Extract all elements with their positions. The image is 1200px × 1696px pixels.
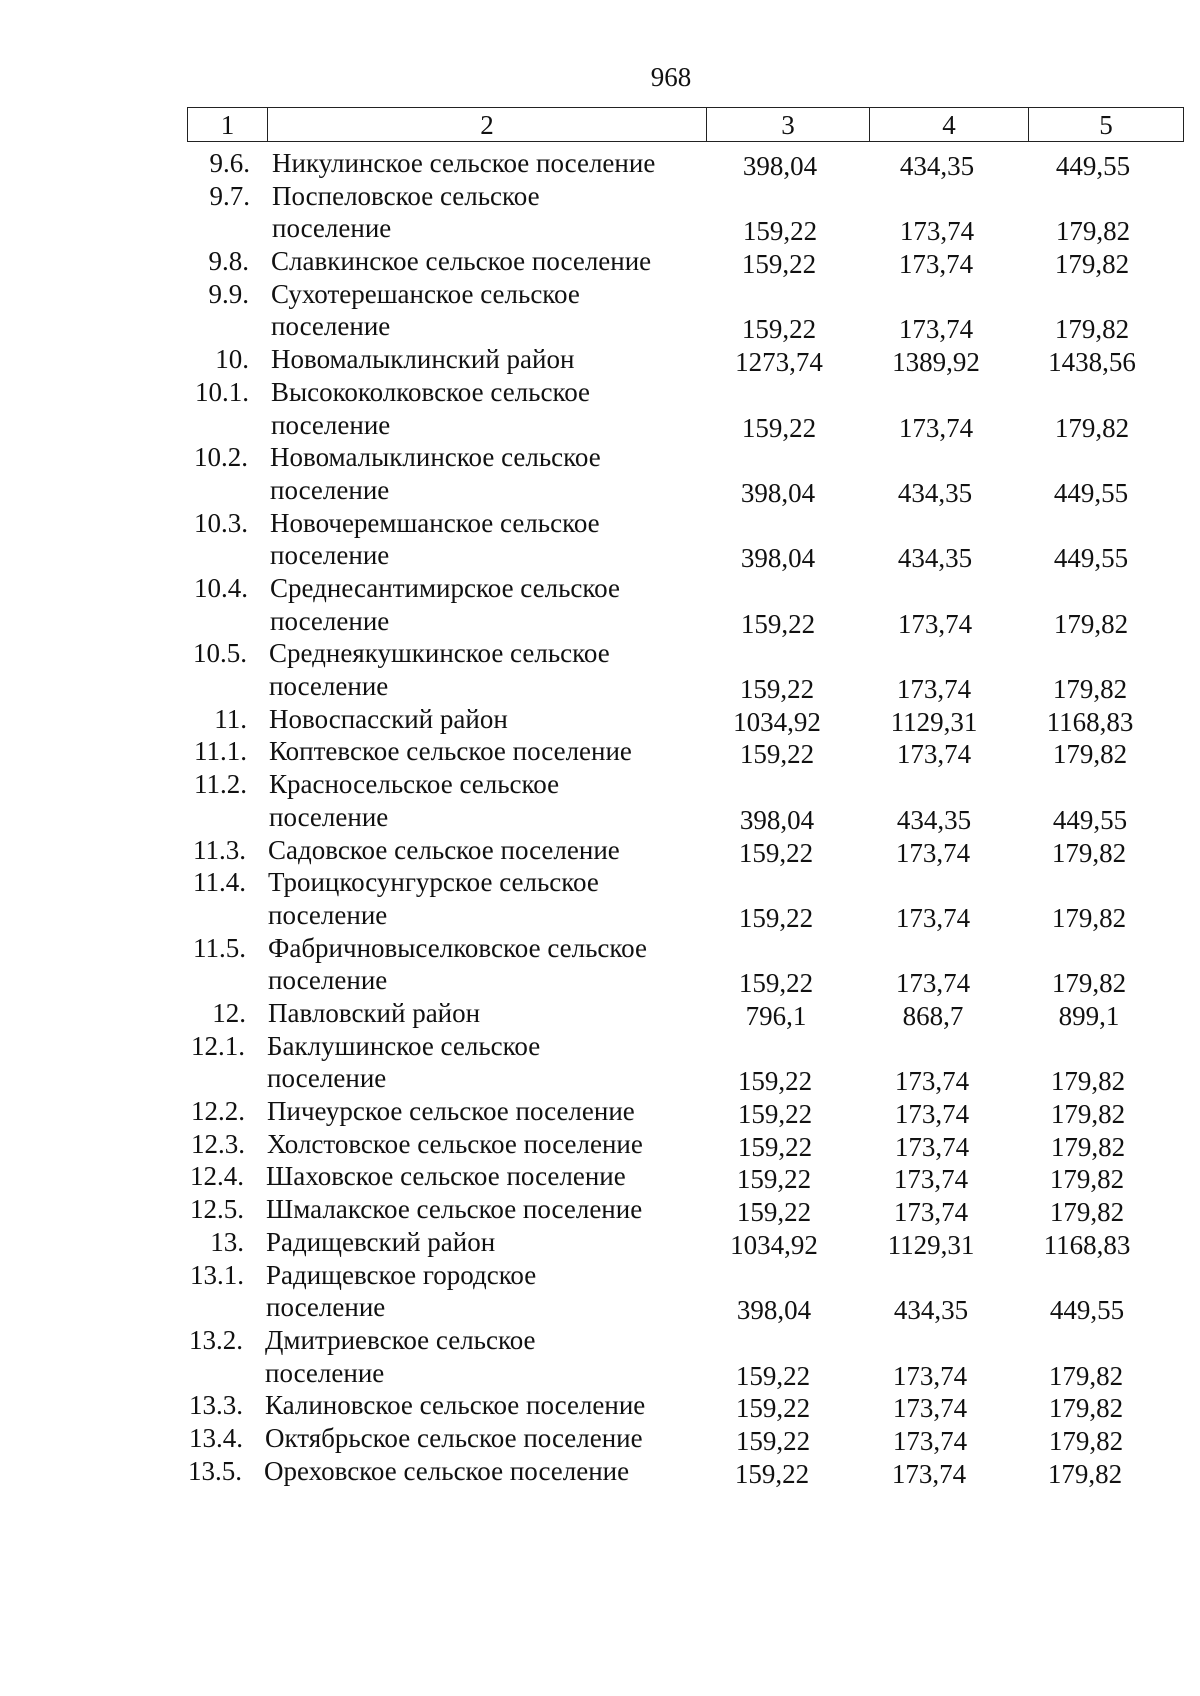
table-row [0,834,1200,867]
row-name [269,768,709,833]
row-number: 9.9. [208,278,249,309]
table-row [0,441,1200,506]
row-number: 11. [214,703,247,734]
row-value-col-5: 179,82 [1051,968,1127,999]
row-name-line-1: Никулинское сельское поселение [272,148,656,178]
row-name-line-2: поселение [271,311,391,342]
row-value-col-5: 179,82 [1052,739,1128,770]
table-row [0,997,1200,1030]
row-number: 11.4. [193,867,246,898]
row-value-col-4: 173,74 [898,412,974,443]
table-row [0,1422,1200,1455]
row-value-col-3: 159,22 [736,1164,812,1195]
row-value-col-4: 173,74 [892,1360,968,1391]
row-value-col-5: 1438,56 [1048,347,1136,378]
column-header-table [187,107,1184,142]
row-name-line-1: Ореховское сельское поселение [264,1455,630,1486]
row-name [265,1422,705,1455]
row-name-line-2: поселение [270,605,390,636]
row-name-line-2: поселение [269,801,389,832]
row-value-col-4: 173,74 [892,1426,968,1457]
row-number: 13.3. [189,1390,243,1421]
row-number: 12.4. [190,1161,244,1192]
row-number: 12.1. [191,1030,245,1061]
row-name [268,932,708,997]
table-body [0,147,1200,1487]
row-name [266,1160,706,1193]
row-value-col-3: 1034,92 [730,1229,818,1260]
row-value-col-4: 173,74 [896,739,972,770]
row-name-line-2: поселение [266,1292,386,1323]
row-name-line-1: Троицкосунгурское сельское [268,867,599,898]
table-row [0,1259,1200,1324]
row-value-col-5: 179,82 [1050,1099,1126,1130]
row-value-col-5: 179,82 [1054,412,1130,443]
column-header-2: 2 [268,108,707,142]
row-number: 11.5. [193,932,246,963]
row-name [270,507,710,572]
row-value-col-3: 159,22 [734,1458,810,1489]
row-value-col-4: 173,74 [894,1066,970,1097]
row-value-col-5: 179,82 [1050,1066,1126,1097]
row-value-col-4: 173,74 [893,1164,969,1195]
row-value-col-4: 173,74 [891,1458,967,1489]
row-name [271,376,711,441]
row-name [269,735,709,768]
row-name [266,1226,706,1259]
row-name-line-1: Дмитриевское сельское [265,1324,536,1355]
table-row [0,703,1200,736]
row-value-col-4: 434,35 [897,543,973,574]
row-name [264,1455,704,1488]
table-row [0,343,1200,376]
row-name-line-1: Новоспасский район [269,703,508,734]
table-row [0,1095,1200,1128]
row-value-col-5: 179,82 [1048,1393,1124,1424]
column-header-5: 5 [1029,108,1184,142]
row-value-col-4: 434,35 [897,477,973,508]
row-value-col-3: 159,22 [741,412,817,443]
row-value-col-4: 173,74 [893,1197,969,1228]
row-name-line-2: поселение [265,1357,385,1388]
table-row [0,507,1200,572]
row-name-line-1: Холстовское сельское поселение [267,1128,643,1159]
row-number: 9.7. [209,180,250,211]
row-name [268,834,708,867]
row-value-col-3: 159,22 [735,1393,811,1424]
table-row [0,376,1200,441]
row-number: 13.4. [189,1423,243,1454]
row-value-col-3: 159,22 [736,1197,812,1228]
column-header-3: 3 [707,108,870,142]
row-number: 12.3. [191,1128,245,1159]
table-row [0,735,1200,768]
row-name [266,1193,706,1226]
column-header-4: 4 [870,108,1029,142]
row-value-col-5: 449,55 [1049,1295,1125,1326]
row-name [265,1324,705,1389]
row-value-col-5: 179,82 [1052,674,1128,705]
row-value-col-3: 1273,74 [735,347,823,378]
row-name-line-1: Фабричновыселковское сельское [268,932,647,963]
table-row [0,1324,1200,1389]
row-name-line-1: Сухотерешанское сельское [271,278,580,309]
row-number: 10.1. [195,376,249,407]
row-value-col-3: 398,04 [739,804,815,835]
row-name-line-1: Калиновское сельское поселение [265,1390,646,1421]
row-name-line-2: поселение [269,671,389,702]
row-value-col-4: 434,35 [896,804,972,835]
row-number: 9.8. [208,246,249,277]
row-name [271,278,711,343]
row-value-col-4: 1129,31 [890,706,978,737]
row-value-col-5: 179,82 [1054,249,1130,280]
row-value-col-4: 173,74 [897,608,973,639]
row-name-line-1: Среднесантимирское сельское [270,573,620,604]
row-value-col-3: 159,22 [737,1131,813,1162]
table-row [0,572,1200,637]
row-value-col-4: 434,35 [893,1295,969,1326]
row-name [270,572,710,637]
row-value-col-3: 398,04 [740,543,816,574]
row-name [267,1128,707,1161]
row-value-col-3: 159,22 [735,1360,811,1391]
row-number: 12.5. [190,1194,244,1225]
row-name-line-1: Шмалакское сельское поселение [266,1194,643,1225]
row-name-line-1: Высококолковское сельское [271,376,591,407]
table-row [0,932,1200,997]
row-value-col-5: 449,55 [1052,804,1128,835]
row-value-col-3: 159,22 [740,608,816,639]
column-header-1: 1 [188,108,268,142]
row-value-col-5: 179,82 [1054,314,1130,345]
row-value-col-5: 1168,83 [1043,1229,1131,1260]
table-row [0,1128,1200,1161]
row-value-col-3: 159,22 [737,1066,813,1097]
row-value-col-4: 173,74 [895,837,971,868]
row-value-col-3: 159,22 [739,739,815,770]
row-name [270,441,710,506]
table-row [0,768,1200,833]
row-value-col-3: 159,22 [738,902,814,933]
row-name [265,1389,705,1422]
row-value-col-3: 159,22 [741,249,817,280]
page-number: 968 [650,62,692,92]
row-number: 13.1. [190,1259,244,1290]
table-row [0,637,1200,705]
table-row [0,1160,1200,1193]
row-value-col-3: 159,22 [738,968,814,999]
row-value-col-5: 449,55 [1055,151,1131,181]
row-value-col-4: 173,74 [898,249,974,280]
table-row [0,1455,1200,1488]
row-name-line-1: Славкинское сельское поселение [271,246,652,277]
row-number: 10.3. [194,507,248,538]
row-name [266,1259,706,1324]
row-value-col-5: 179,82 [1049,1164,1125,1195]
table-row [0,180,1200,245]
row-name [267,1030,707,1095]
row-number: 13. [210,1226,244,1257]
row-number: 12.2. [191,1096,245,1127]
row-name [272,180,712,245]
row-value-col-4: 173,74 [899,216,975,247]
row-value-col-4: 173,74 [894,1099,970,1130]
row-name-line-1: Радищевское городское [266,1259,537,1290]
row-name-line-2: поселение [267,1063,387,1094]
row-number: 10.2. [194,442,248,473]
row-value-col-5: 179,82 [1047,1458,1123,1489]
row-name-line-1: Пичеурское сельское поселение [267,1096,635,1127]
row-value-col-5: 179,82 [1050,1131,1126,1162]
row-value-col-3: 159,22 [742,216,818,247]
row-value-col-3: 159,22 [741,314,817,345]
row-number: 9.6. [209,148,250,178]
row-name-line-2: поселение [268,965,388,996]
row-name [268,997,708,1030]
row-number: 11.2. [194,769,247,800]
row-name-line-1: Павловский район [268,998,481,1029]
row-value-col-5: 449,55 [1053,543,1129,574]
row-name-line-2: поселение [272,213,392,244]
row-number: 11.1. [194,736,247,767]
row-value-col-5: 179,82 [1049,1197,1125,1228]
row-name [269,637,709,702]
row-value-col-3: 1034,92 [733,706,821,737]
table-row [0,147,1200,180]
row-name-line-1: Красносельское сельское [269,769,560,800]
row-name-line-1: Новомалыклинское сельское [270,442,601,473]
row-value-col-3: 159,22 [737,1099,813,1130]
row-number: 10.4. [194,573,248,604]
row-name [267,1095,707,1128]
row-number: 10. [215,344,249,375]
row-name-line-2: поселение [268,899,388,930]
row-name-line-1: Поспеловское сельское [272,180,540,211]
row-name [272,147,712,180]
row-value-col-3: 159,22 [739,674,815,705]
row-number: 12. [212,998,246,1029]
row-value-col-4: 173,74 [894,1131,970,1162]
row-value-col-4: 173,74 [896,674,972,705]
row-value-col-4: 173,74 [892,1393,968,1424]
row-value-col-5: 449,55 [1053,477,1129,508]
row-value-col-5: 179,82 [1048,1426,1124,1457]
row-value-col-3: 159,22 [738,837,814,868]
row-name-line-1: Шаховское сельское поселение [266,1161,626,1192]
row-value-col-5: 179,82 [1053,608,1129,639]
row-name-line-1: Среднеякушкинское сельское [269,638,610,669]
row-number: 13.2. [189,1324,243,1355]
row-value-col-4: 868,7 [902,1001,964,1032]
row-value-col-3: 398,04 [740,477,816,508]
table-row [0,278,1200,343]
row-value-col-5: 179,82 [1048,1360,1124,1391]
row-name-line-1: Октябрьское сельское поселение [265,1423,643,1454]
row-value-col-4: 1129,31 [887,1229,975,1260]
row-name-line-1: Садовское сельское поселение [268,834,620,865]
row-value-col-3: 159,22 [735,1426,811,1457]
row-name [271,343,711,376]
row-name-line-1: Коптевское сельское поселение [269,736,632,767]
row-name-line-2: поселение [270,474,390,505]
row-value-col-5: 1168,83 [1046,706,1134,737]
row-name [269,703,709,736]
row-name-line-2: поселение [271,409,391,440]
table-row [0,1389,1200,1422]
row-number: 13.5. [188,1455,242,1486]
row-value-col-5: 179,82 [1055,216,1131,247]
row-value-col-4: 1389,92 [892,347,980,378]
row-name-line-2: поселение [270,540,390,571]
row-value-col-4: 173,74 [895,902,971,933]
row-value-col-3: 796,1 [745,1001,807,1032]
row-value-col-4: 434,35 [899,151,975,181]
row-value-col-3: 398,04 [742,151,818,181]
row-value-col-5: 899,1 [1058,1001,1120,1032]
row-number: 10.5. [193,638,247,669]
row-name [271,245,711,278]
row-name [268,866,708,931]
row-value-col-3: 398,04 [736,1295,812,1326]
row-number: 11.3. [193,834,246,865]
table-row [0,866,1200,931]
row-name-line-1: Новочеремшанское сельское [270,507,600,538]
table-row [0,1193,1200,1226]
table-row [0,1226,1200,1259]
row-value-col-5: 179,82 [1051,837,1127,868]
row-name-line-1: Радищевский район [266,1226,496,1257]
row-name-line-1: Новомалыклинский район [271,344,575,375]
row-value-col-5: 179,82 [1051,902,1127,933]
table-row [0,1030,1200,1095]
row-name-line-1: Баклушинское сельское [267,1030,541,1061]
row-value-col-4: 173,74 [898,314,974,345]
row-value-col-4: 173,74 [895,968,971,999]
table-row [0,245,1200,278]
